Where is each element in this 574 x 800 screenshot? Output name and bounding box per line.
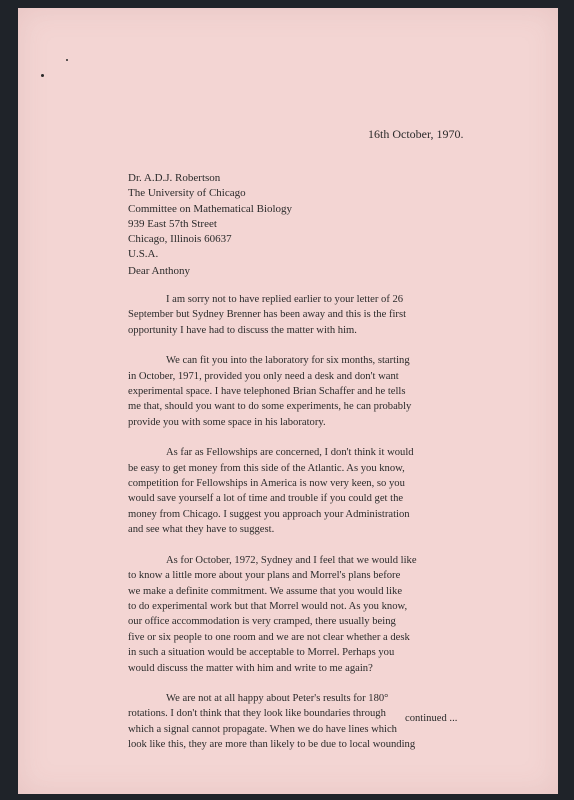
address-line: The University of Chicago: [128, 187, 246, 200]
salutation: Dear Anthony: [128, 265, 191, 277]
paragraph: [128, 292, 463, 338]
text-line: to do experimental work but that Morrel would not. As you know,: [128, 600, 408, 612]
letter-date: 16th October, 1970.: [368, 127, 464, 141]
text-line: in such a situation would be acceptable to Morrel. Perhaps you: [128, 647, 395, 659]
paragraph: [128, 553, 463, 676]
text-line: be easy to get money from this side of the Atlantic. As you know,: [128, 462, 405, 474]
ink-speck: [41, 74, 44, 77]
text-line: five or six people to one room and we are not clear whether a desk: [128, 631, 410, 643]
address-line: Committee on Mathematical Biology: [128, 202, 293, 215]
text-line: we make a definite commitment. We assume that you would like: [128, 585, 403, 597]
text-line: would save yourself a lot of time and trouble if you could get the: [128, 493, 404, 505]
text-line: As for October, 1972, Sydney and I feel that we would like: [166, 554, 417, 566]
text-line: our office accommodation is very cramped, there usually being: [128, 616, 396, 628]
ink-speck: [66, 59, 68, 61]
text-line: me that, should you want to do some experiments, he can probably: [128, 401, 412, 413]
text-line: in October, 1971, provided you only need a desk and don't want: [128, 370, 399, 382]
recipient-address: [128, 171, 292, 263]
text-line: to know a little more about your plans and Morrel's plans before: [128, 570, 401, 582]
text-line: would discuss the matter with him and write to me again?: [128, 662, 373, 674]
address-line: Chicago, Illinois 60637: [128, 233, 232, 246]
text-line: We are not at all happy about Peter's results for 180°: [166, 692, 389, 704]
text-line: provide you with some space in his laboratory.: [128, 416, 326, 428]
text-line: money from Chicago. I suggest you approach your Administration: [128, 508, 410, 520]
text-line: opportunity I have had to discuss the matter with him.: [128, 324, 357, 336]
text-line: and see what they have to suggest.: [128, 524, 275, 536]
address-line: 939 East 57th Street: [128, 217, 217, 230]
paragraph: [128, 445, 463, 537]
text-line: experimental space. I have telephoned Brian Schaffer and he tells: [128, 386, 406, 398]
text-line: which a signal cannot propagate. When we do have lines which: [128, 723, 397, 735]
address-line: Dr. A.D.J. Robertson: [128, 172, 221, 184]
text-line: look like this, they are more than likely to be due to local wounding: [128, 739, 416, 751]
continued-note: continued ...: [405, 713, 458, 724]
text-line: I am sorry not to have replied earlier to your letter of 26: [166, 294, 404, 305]
text-line: As far as Fellowships are concerned, I don't think it would: [166, 447, 414, 459]
paragraph: [128, 353, 463, 430]
text-line: September but Sydney Brenner has been away and this is the first: [128, 309, 407, 321]
address-line: U.S.A.: [128, 248, 159, 261]
text-line: rotations. I don't think that they look like boundaries through: [128, 708, 386, 720]
text-line: competition for Fellowships in America is now very keen, so you: [128, 478, 405, 490]
text-line: We can fit you into the laboratory for six months, starting: [166, 355, 410, 367]
letter-body: [128, 292, 463, 768]
